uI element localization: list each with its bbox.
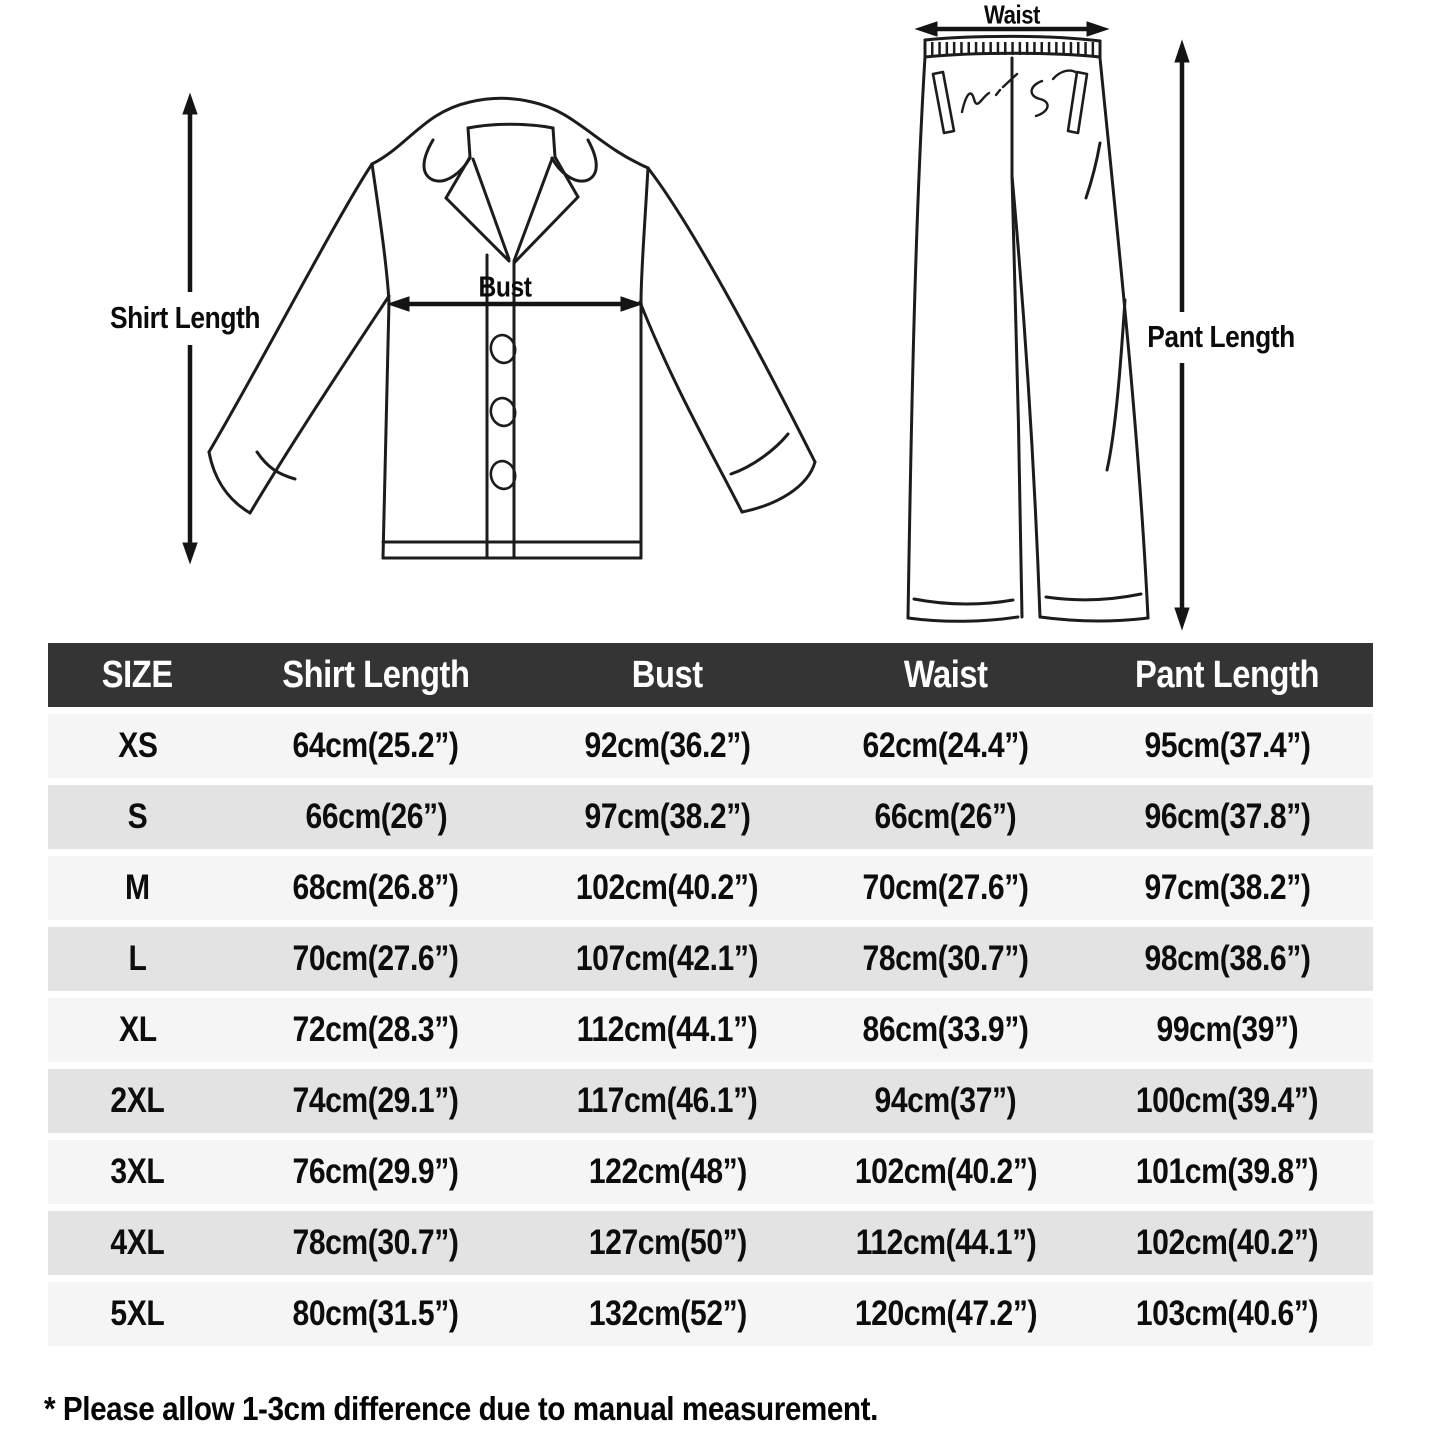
measurement-diagram (0, 0, 1445, 645)
table-header-row (48, 643, 1373, 707)
bust-cell: 102cm(40.2”) (576, 868, 759, 907)
column-header-pant-length: Pant Length (1135, 653, 1320, 696)
table-row-xl (48, 998, 1373, 1062)
pant-length-cell: 102cm(40.2”) (1136, 1223, 1319, 1262)
size-cell: 5XL (110, 1294, 165, 1333)
table-row-4xl (48, 1211, 1373, 1275)
bust-cell: 107cm(42.1”) (576, 939, 759, 978)
waist-cell: 66cm(26”) (874, 797, 1017, 836)
table-row-2xl (48, 1069, 1373, 1133)
shirt-length-cell: 64cm(25.2”) (292, 726, 459, 765)
table-row-m (48, 856, 1373, 920)
arrowhead-down-icon (183, 543, 197, 563)
waist-cell: 112cm(44.1”) (855, 1223, 1036, 1262)
shirt-length-cell: 66cm(26”) (305, 797, 447, 836)
shirt-length-cell: 80cm(31.5”) (292, 1294, 459, 1333)
waist-cell: 86cm(33.9”) (862, 1010, 1029, 1049)
shirt-length-cell: 72cm(28.3”) (292, 1010, 459, 1049)
pant-length-cell: 100cm(39.4”) (1136, 1081, 1319, 1120)
size-cell: L (128, 939, 147, 978)
arrowhead-down-icon (1175, 608, 1189, 629)
bust-cell: 127cm(50”) (588, 1223, 747, 1262)
bust-cell: 112cm(44.1”) (577, 1010, 758, 1049)
column-header-size: SIZE (101, 653, 173, 696)
waist-cell: 102cm(40.2”) (854, 1152, 1037, 1191)
bust-cell: 122cm(48”) (588, 1152, 747, 1191)
shirt-length-cell: 74cm(29.1”) (292, 1081, 459, 1120)
table-row-5xl (48, 1282, 1373, 1346)
size-cell: M (125, 868, 150, 907)
arrowhead-right-icon (621, 297, 642, 311)
arrowhead-up-icon (183, 94, 197, 114)
table-row-xs (48, 714, 1373, 778)
size-cell: XS (117, 726, 158, 765)
shirt-length-cell: 78cm(30.7”) (292, 1223, 459, 1262)
pant-length-cell: 96cm(37.8”) (1144, 797, 1311, 836)
table-row-l (48, 927, 1373, 991)
bust-cell: 117cm(46.1”) (577, 1081, 758, 1120)
size-cell: 4XL (110, 1223, 165, 1262)
waist-cell: 78cm(30.7”) (862, 939, 1029, 978)
column-header-waist: Waist (903, 653, 988, 696)
shirt-length-cell: 70cm(27.6”) (292, 939, 459, 978)
pant-length-cell: 98cm(38.6”) (1144, 939, 1311, 978)
pant-length-cell: 97cm(38.2”) (1144, 868, 1311, 907)
shirt-length-label: Shirt Length (109, 300, 261, 335)
pant-length-cell: 95cm(37.4”) (1144, 726, 1311, 765)
bust-cell: 92cm(36.2”) (584, 726, 751, 765)
waist-cell: 62cm(24.4”) (862, 726, 1029, 765)
size-cell: 2XL (110, 1081, 165, 1120)
size-table (48, 643, 1373, 1353)
pajama-pants-drawing (908, 36, 1148, 621)
table-row-3xl (48, 1140, 1373, 1204)
shirt-length-cell: 76cm(29.9”) (292, 1152, 459, 1191)
bust-cell: 132cm(52”) (588, 1294, 747, 1333)
measurement-disclaimer: * Please allow 1-3cm difference due to manual measurement. (44, 1390, 878, 1427)
pocket-slit (1068, 72, 1087, 133)
arrowhead-left-icon (388, 297, 409, 311)
shirt-length-cell: 68cm(26.8”) (292, 868, 459, 907)
waist-cell: 70cm(27.6”) (862, 868, 1029, 907)
pajama-shirt-drawing (209, 98, 815, 558)
pant-length-cell: 99cm(39”) (1156, 1010, 1299, 1049)
pant-length-cell: 103cm(40.6”) (1136, 1294, 1319, 1333)
size-cell: XL (118, 1010, 157, 1049)
waist-cell: 94cm(37”) (874, 1081, 1017, 1120)
arrowhead-right-icon (1087, 22, 1108, 36)
size-cell: S (127, 797, 148, 836)
bust-label: Bust (478, 271, 532, 304)
arrowhead-left-icon (916, 22, 937, 36)
column-header-shirt-length: Shirt Length (282, 653, 470, 696)
pant-length-label: Pant Length (1147, 319, 1295, 354)
size-cell: 3XL (110, 1152, 165, 1191)
bust-cell: 97cm(38.2”) (584, 797, 751, 836)
pant-length-cell: 101cm(39.8”) (1136, 1152, 1319, 1191)
arrowhead-up-icon (1175, 41, 1189, 62)
waist-cell: 120cm(47.2”) (854, 1294, 1037, 1333)
pocket-slit (933, 72, 954, 133)
table-row-s (48, 785, 1373, 849)
column-header-bust: Bust (631, 653, 703, 696)
waist-label: Waist (983, 0, 1041, 30)
